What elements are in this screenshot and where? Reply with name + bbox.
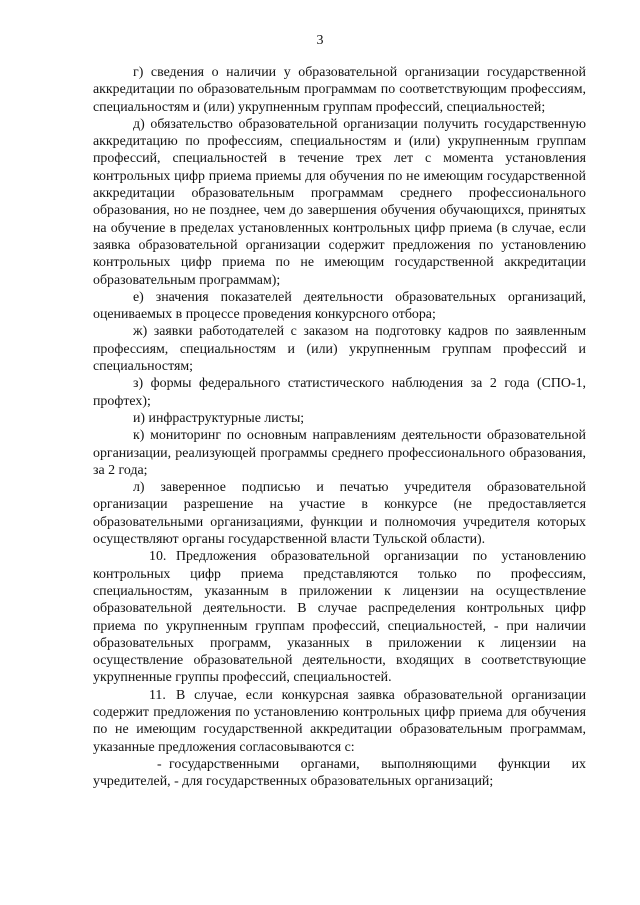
paragraph-l: л) заверенное подписью и печатью учредителя образовательной организации разрешение на участие в конкурсе (не предоставляется образовательными организациями, функции и полномочия учредителя которых осуществляют органы государственной власти Тульской области). bbox=[93, 480, 586, 548]
paragraph-11 bbox=[93, 687, 586, 756]
paragraph-e: е) значения показателей деятельности образовательных организаций, оцениваемых в процессе проведения конкурсного отбора; bbox=[93, 289, 586, 323]
paragraph-10-text: Предложения образовательной организации по установлению контрольных цифр приема представляются только по профессиям, специальностям, указанным в приложении к лицензии на осуществление образовательной деятельности. В случае распределения контрольных цифр приема по укрупненным группам профессий, специальностей, - при наличии образовательных программ, указанных в приложении к лицензии на осуществление образовательной деятельности, входящих в соответствующие укрупненные группы профессий, специальностей. bbox=[93, 549, 586, 686]
paragraph-number: 10. bbox=[149, 549, 167, 565]
page-number: 3 bbox=[316, 33, 324, 48]
paragraph-d: д) обязательство образовательной организации получить государственную аккредитацию по профессиям, специальностям и (или) укрупненным группам профессий, специальностей в течение трех лет с момента установления контрольных цифр приема приемы для обучения по не имеющим государственной аккредитации образовательным программам среднего профессионального образования, но не позднее, чем до завершения обучения обучающихся, принятых на обучение в пределах установленных контрольных цифр приема (в случае, если заявка образовательной организации содержит предложения по установлению контрольных цифр приема по не имеющим государственной аккредитации образовательным программам); bbox=[93, 116, 586, 288]
paragraph-g: г) сведения о наличии у образовательной организации государственной аккредитации по образовательным программам по соответствующим профессиям, специальностям и (или) укрупненным группам профессий, специальностей; bbox=[93, 65, 586, 115]
paragraph-11-text: В случае, если конкурсная заявка образовательной организации содержит предложения по установлению контрольных цифр приема для обучения по не имеющим государственной аккредитации образовательным программам, указанные предложения согласовываются с: bbox=[93, 687, 586, 755]
dash-bullet: - bbox=[157, 756, 162, 772]
list-item-dash bbox=[93, 756, 586, 791]
list-item-text: государственными органами, выполняющими функции их учредителей, - для государственных образовательных организаций; bbox=[93, 756, 586, 790]
document-body bbox=[93, 64, 586, 790]
paragraph-10 bbox=[93, 548, 586, 686]
paragraph-number: 11. bbox=[149, 687, 166, 703]
paragraph-i: и) инфраструктурные листы; bbox=[133, 410, 305, 426]
paragraph-z: з) формы федерального статистического наблюдения за 2 года (СПО-1, профтех); bbox=[93, 376, 586, 409]
paragraph-zh: ж) заявки работодателей с заказом на подготовку кадров по заявленным профессиям, специальностям и (или) укрупненным группам профессий и специальностям; bbox=[93, 324, 586, 375]
paragraph-k: к) мониторинг по основным направлениям деятельности образовательной организации, реализующей программы среднего профессионального образования, за 2 года; bbox=[93, 428, 586, 478]
